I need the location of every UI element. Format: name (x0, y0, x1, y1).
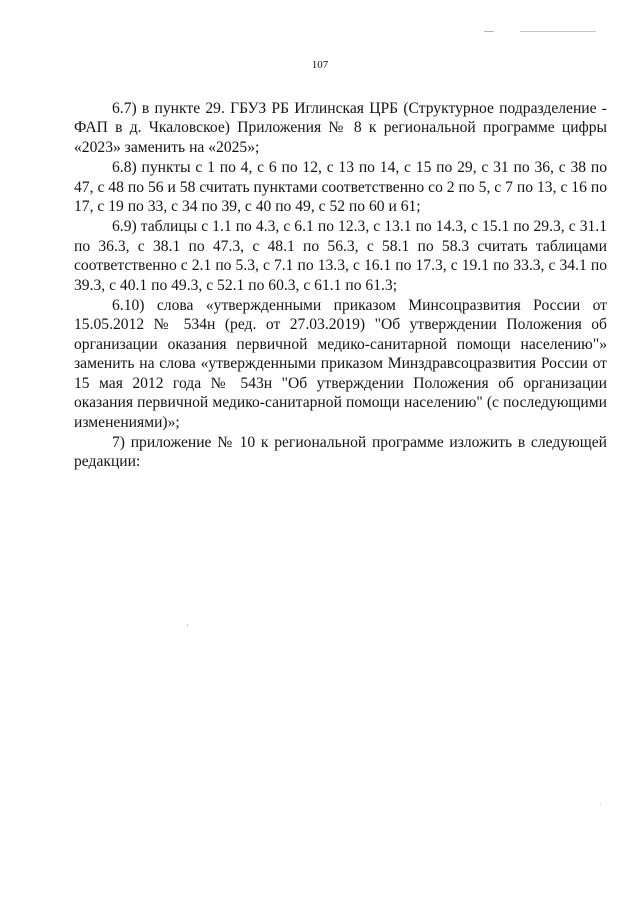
scan-mark (520, 31, 596, 32)
paragraph-6-10: 6.10) слова «утвержденными приказом Минсоцразвития России от 15.05.2012 № 534н (ред. от 27.03.2019) "Об утверждении Положения об организации оказания первичной медико-санитарной помощи населению"» заменить на слова «утвержденными приказом Минздравсоцразвития России от 15 мая 2012 года № 543н "Об утверждении Положения об организации оказания первичной медико-санитарной помощи населению" (с последующими изменениями)»; (74, 297, 607, 431)
scan-artifact-marks (484, 31, 604, 33)
paragraph-6-8: 6.8) пункты с 1 по 4, с 6 по 12, с 13 по 14, с 15 по 29, с 31 по 36, с 38 по 47, с 48 по 56 и 58 считать пунктами соответственно со 2 по 5, с 7 по 13, с 16 по 17, с 19 по 33, с 34 по 39, с 40 по 49, с 52 по 60 и 61; (74, 159, 607, 216)
document-body (74, 99, 607, 473)
paragraph-6-7: 6.7) в пункте 29. ГБУЗ РБ Иглинская ЦРБ (Структурное подразделение - ФАП в д. Чкаловское) Приложения № 8 к региональной программе цифры «2023» заменить на «2025»; (74, 100, 607, 156)
scan-mark (484, 31, 494, 32)
page-number: 107 (311, 59, 329, 71)
scan-speck (600, 804, 601, 805)
paragraph-6-9: 6.9) таблицы с 1.1 по 4.3, с 6.1 по 12.3, с 13.1 по 14.3, с 15.1 по 29.3, с 31.1 по 36.3, с 38.1 по 47.3, с 48.1 по 56.3, с 58.1 по 58.3 считать таблицами соответственно с 2.1 по 5.3, с 7.1 по 13.3, с 16.1 по 17.3, с 19.1 по 33.3, с 34.1 по 39.3, с 40.1 по 49.3, с 52.1 по 60.3, с 61.1 по 61.3; (74, 218, 607, 294)
scan-speck (187, 624, 188, 626)
paragraph-7: 7) приложение № 10 к региональной программе изложить в следующей редакции: (74, 433, 607, 471)
